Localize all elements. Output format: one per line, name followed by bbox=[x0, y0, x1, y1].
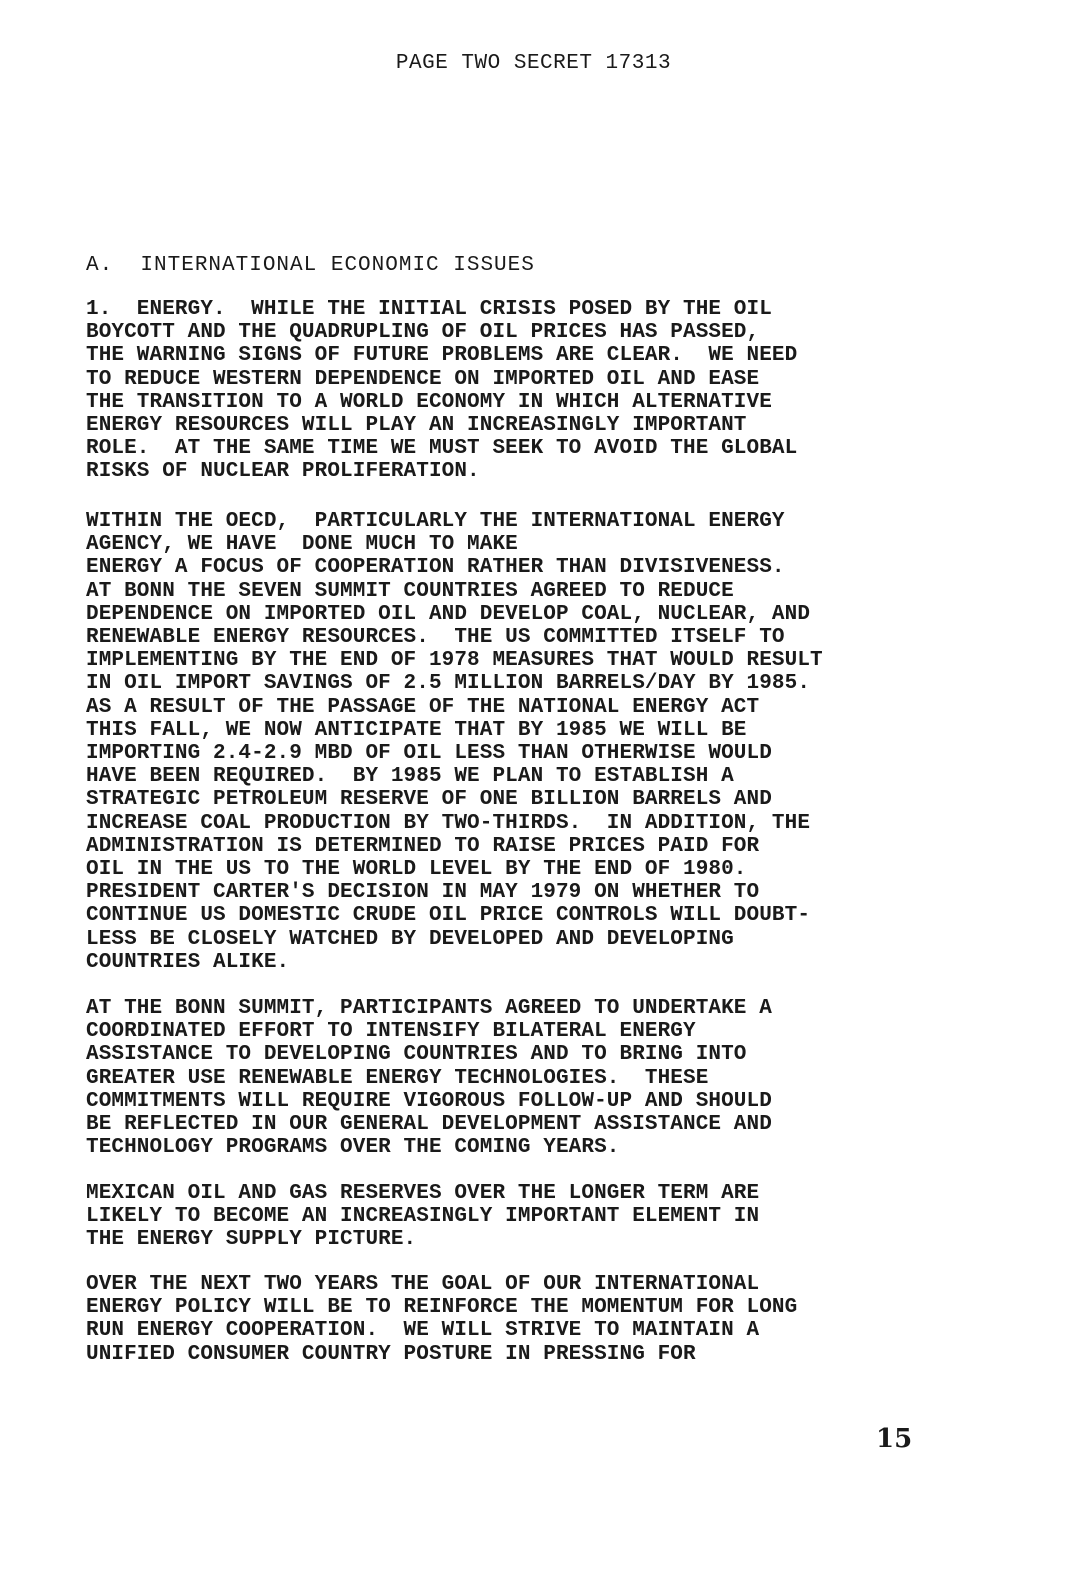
text-line: COMMITMENTS WILL REQUIRE VIGOROUS FOLLOW-UP AND SHOULD bbox=[86, 1089, 772, 1113]
text-line: GREATER USE RENEWABLE ENERGY TECHNOLOGIES. THESE bbox=[86, 1066, 709, 1090]
text-line: AGENCY, WE HAVE DONE MUCH TO MAKE bbox=[86, 533, 518, 557]
text-line: ENERGY A FOCUS OF COOPERATION RATHER THAN DIVISIVENESS. bbox=[86, 556, 785, 580]
text-line: RUN ENERGY COOPERATION. WE WILL STRIVE TO MAINTAIN A bbox=[86, 1319, 760, 1343]
text-line: 1. ENERGY. WHILE THE INITIAL CRISIS POSED BY THE OIL bbox=[86, 298, 772, 321]
text-line: AT THE BONN SUMMIT, PARTICIPANTS AGREED TO UNDERTAKE A bbox=[86, 997, 772, 1020]
text-line: ASSISTANCE TO DEVELOPING COUNTRIES AND TO BRING INTO bbox=[86, 1043, 747, 1067]
text-line: LESS BE CLOSELY WATCHED BY DEVELOPED AND DEVELOPING bbox=[86, 927, 734, 951]
text-line: OVER THE NEXT TWO YEARS THE GOAL OF OUR INTERNATIONAL bbox=[86, 1273, 760, 1296]
text-line: THE TRANSITION TO A WORLD ECONOMY IN WHICH ALTERNATIVE bbox=[86, 390, 772, 414]
paragraph-mexican-oil bbox=[86, 1182, 759, 1252]
page-number: 15 bbox=[876, 1424, 913, 1454]
text-line: TO REDUCE WESTERN DEPENDENCE ON IMPORTED OIL AND EASE bbox=[86, 367, 760, 391]
text-line: BOYCOTT AND THE QUADRUPLING OF OIL PRICES HAS PASSED, bbox=[86, 321, 760, 345]
text-line: OIL IN THE US TO THE WORLD LEVEL BY THE END OF 1980. bbox=[86, 858, 747, 882]
text-line: BE REFLECTED IN OUR GENERAL DEVELOPMENT ASSISTANCE AND bbox=[86, 1113, 772, 1137]
text-line: ENERGY POLICY WILL BE TO REINFORCE THE MOMENTUM FOR LONG bbox=[86, 1296, 798, 1320]
section-heading: A. INTERNATIONAL ECONOMIC ISSUES bbox=[86, 254, 535, 277]
text-line: THE ENERGY SUPPLY PICTURE. bbox=[86, 1228, 417, 1252]
page-header: PAGE TWO SECRET 17313 bbox=[395, 52, 672, 75]
text-line: THE WARNING SIGNS OF FUTURE PROBLEMS ARE CLEAR. WE NEED bbox=[86, 344, 798, 368]
text-line: ROLE. AT THE SAME TIME WE MUST SEEK TO AVOID THE GLOBAL bbox=[86, 437, 798, 461]
text-line: RENEWABLE ENERGY RESOURCES. THE US COMMITTED ITSELF TO bbox=[86, 626, 785, 650]
paragraph-oecd bbox=[86, 510, 823, 974]
text-line: PRESIDENT CARTER'S DECISION IN MAY 1979 ON WHETHER TO bbox=[86, 881, 760, 905]
text-line: ENERGY RESOURCES WILL PLAY AN INCREASINGLY IMPORTANT bbox=[86, 414, 747, 438]
text-line: HAVE BEEN REQUIRED. BY 1985 WE PLAN TO ESTABLISH A bbox=[86, 765, 734, 789]
text-line: THIS FALL, WE NOW ANTICIPATE THAT BY 1985 WE WILL BE bbox=[86, 718, 747, 742]
text-line: TECHNOLOGY PROGRAMS OVER THE COMING YEARS. bbox=[86, 1136, 620, 1160]
text-line: CONTINUE US DOMESTIC CRUDE OIL PRICE CONTROLS WILL DOUBT- bbox=[86, 904, 811, 928]
paragraph-energy bbox=[86, 298, 797, 484]
text-line: IN OIL IMPORT SAVINGS OF 2.5 MILLION BARRELS/DAY BY 1985. bbox=[86, 672, 811, 696]
text-line: MEXICAN OIL AND GAS RESERVES OVER THE LONGER TERM ARE bbox=[86, 1182, 760, 1205]
text-line: LIKELY TO BECOME AN INCREASINGLY IMPORTANT ELEMENT IN bbox=[86, 1205, 760, 1229]
text-line: AT BONN THE SEVEN SUMMIT COUNTRIES AGREED TO REDUCE bbox=[86, 579, 734, 603]
text-line: ADMINISTRATION IS DETERMINED TO RAISE PRICES PAID FOR bbox=[86, 834, 760, 858]
text-line: STRATEGIC PETROLEUM RESERVE OF ONE BILLION BARRELS AND bbox=[86, 788, 772, 812]
text-line: DEPENDENCE ON IMPORTED OIL AND DEVELOP COAL, NUCLEAR, AND bbox=[86, 602, 811, 626]
text-line: IMPORTING 2.4-2.9 MBD OF OIL LESS THAN OTHERWISE WOULD bbox=[86, 742, 772, 766]
text-line: COORDINATED EFFORT TO INTENSIFY BILATERAL ENERGY bbox=[86, 1020, 696, 1044]
paragraph-bonn-summit bbox=[86, 997, 772, 1159]
text-line: COUNTRIES ALIKE. bbox=[86, 950, 290, 974]
text-line: RISKS OF NUCLEAR PROLIFERATION. bbox=[86, 460, 480, 484]
text-line: AS A RESULT OF THE PASSAGE OF THE NATIONAL ENERGY ACT bbox=[86, 695, 760, 719]
text-line: IMPLEMENTING BY THE END OF 1978 MEASURES THAT WOULD RESULT bbox=[86, 649, 823, 673]
text-line: UNIFIED CONSUMER COUNTRY POSTURE IN PRESSING FOR bbox=[86, 1342, 696, 1366]
paragraph-next-two-years bbox=[86, 1273, 797, 1366]
text-line: INCREASE COAL PRODUCTION BY TWO-THIRDS. IN ADDITION, THE bbox=[86, 811, 811, 835]
text-line: WITHIN THE OECD, PARTICULARLY THE INTERNATIONAL ENERGY bbox=[86, 510, 785, 533]
